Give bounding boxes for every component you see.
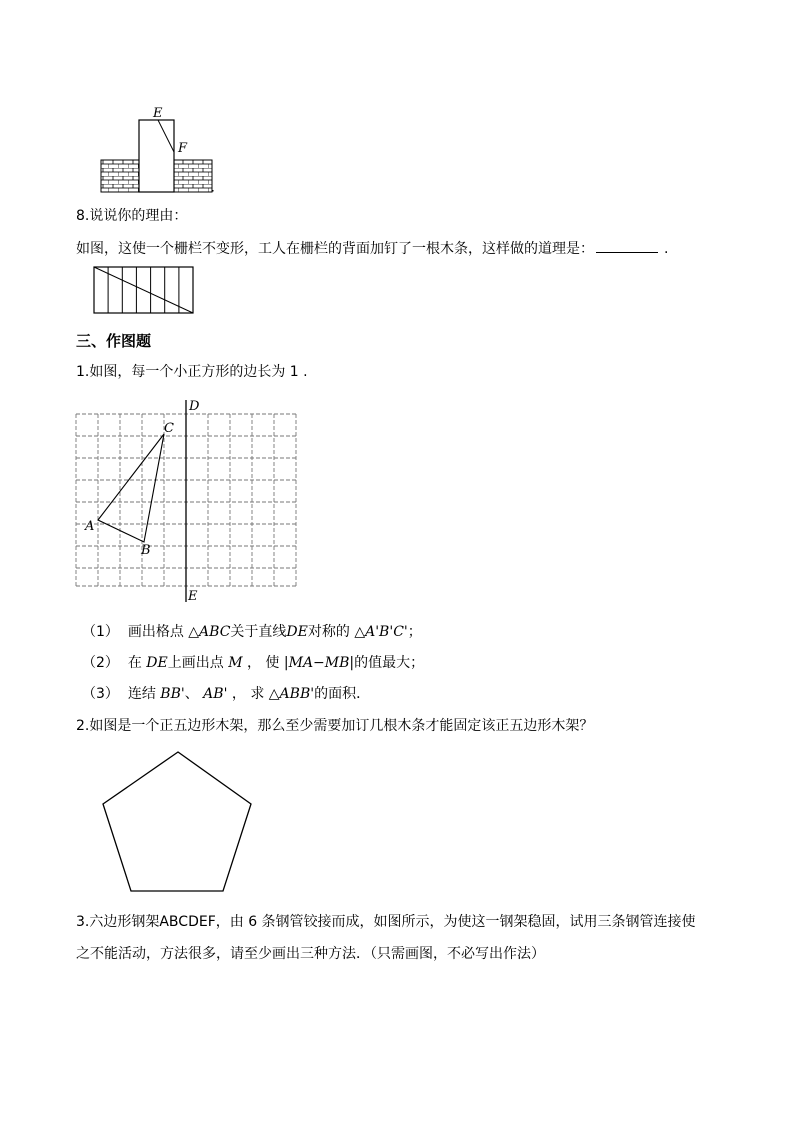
q8-title [76, 206, 187, 226]
label-d: D [189, 399, 200, 414]
p1-sub2: （2） 在 DE上画出点 M ， 使 |MA−MB|的值最大； [82, 655, 425, 671]
q8-body: 如图，这使一个栅栏不变形，工人在栅栏的背面加钉了一根木条，这样做的道理是： [76, 241, 594, 257]
triangle-abc [98, 434, 164, 542]
grid-figure [68, 396, 308, 606]
label-b: B [141, 543, 151, 558]
fence-figure [92, 264, 196, 318]
p1-intro: 1.如图，每一个小正方形的边长为 1 . [76, 364, 308, 380]
p1-sub1: （1） 画出格点 △ABC关于直线DE对称的 △A'B'C'； [82, 624, 422, 640]
gate-rectangle [139, 120, 174, 192]
label-e: E [153, 106, 163, 121]
answer-blank[interactable] [596, 238, 658, 253]
left-brick-wall [101, 160, 139, 192]
section-title: 三、作图题 [76, 332, 152, 350]
p3-line2: 之不能活动，方法很多，请至少画出三种方法．（只需画图，不必写出作法） [76, 946, 545, 962]
q8-text [76, 238, 668, 259]
p1-sub3: （3） 连结 BB'、 AB' ， 求 △ABB'的面积． [82, 686, 371, 702]
q8-end: . [664, 241, 669, 257]
label-e2: E [188, 589, 198, 604]
pentagon-figure [96, 744, 260, 900]
regular-pentagon [103, 752, 251, 891]
right-brick-wall [174, 160, 212, 192]
label-f: F [178, 141, 188, 156]
p2-text: 2.如图是一个正五边形木架，那么至少需要加订几根木条才能固定该正五边形木架？ [76, 718, 594, 734]
label-a: A [85, 519, 95, 534]
wall-gate-figure [98, 104, 220, 198]
q8-title-text: 8.说说你的理由： [76, 208, 188, 224]
label-c: C [164, 421, 174, 436]
p3-line1: 3.六边形钢架ABCDEF，由 6 条钢管铰接而成，如图所示，为使这一钢架稳固，试用三条钢管连接使 [76, 914, 696, 930]
